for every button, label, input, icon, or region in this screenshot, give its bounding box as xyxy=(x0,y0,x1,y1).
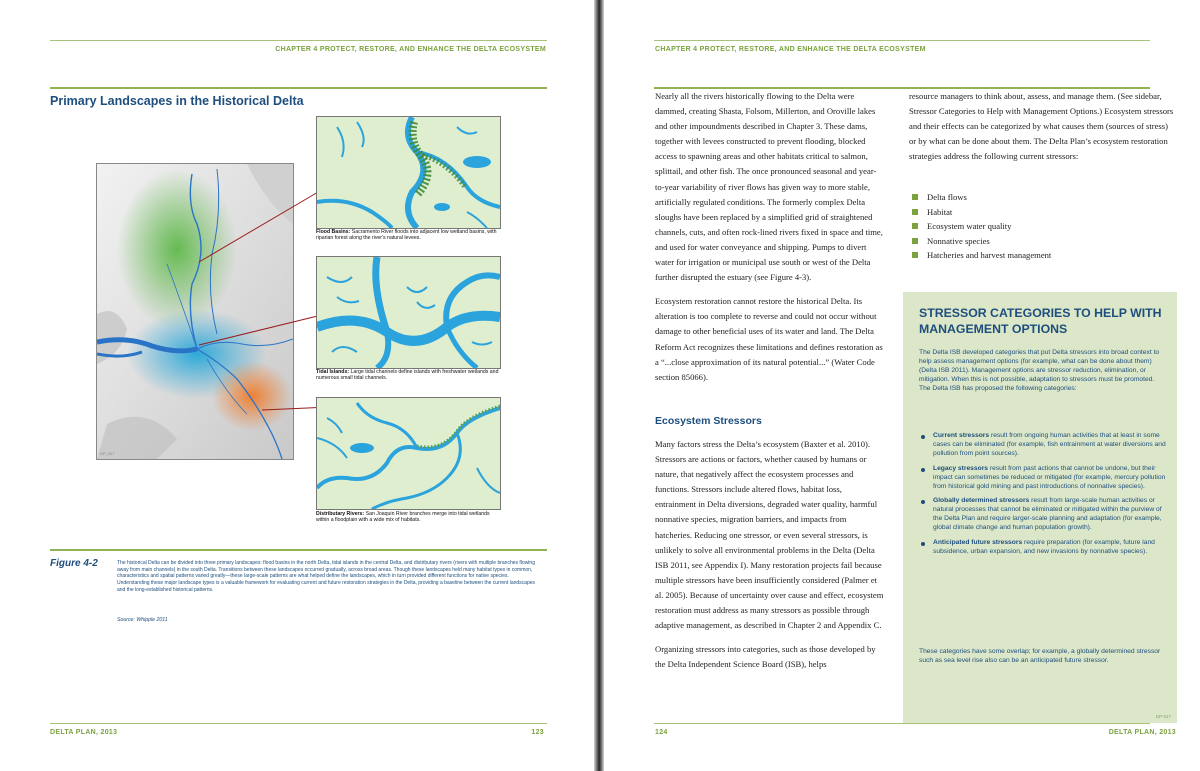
tidal-islands-panel xyxy=(316,256,501,369)
sidebar-id: DP-017 xyxy=(1155,714,1171,719)
list-item: Ecosystem water quality xyxy=(910,219,1051,234)
distributary-rivers-title: Distributary Rivers: xyxy=(316,511,365,517)
tidal-islands-title: Tidal Islands: xyxy=(316,369,350,375)
connector-lines xyxy=(0,0,594,771)
distributary-rivers-text: San Joaquin River branches merge into tidal wetlands within a floodplain with a wide mix of habitats. xyxy=(316,511,490,524)
section-heading: Ecosystem Stressors xyxy=(655,415,762,427)
running-head: CHAPTER 4 PROTECT, RESTORE, AND ENHANCE THE DELTA ECOSYSTEM xyxy=(275,46,546,53)
list-item xyxy=(919,432,1167,459)
body-column-right xyxy=(909,89,1177,173)
stressor-list xyxy=(910,190,1051,263)
term: Globally determined stressors xyxy=(933,497,1030,505)
list-item: Nonnative species xyxy=(910,234,1051,249)
figure-title: Primary Landscapes in the Historical Delta xyxy=(50,94,304,108)
body-column-left-2 xyxy=(655,437,884,681)
book-gutter xyxy=(594,0,604,771)
paragraph: Organizing stressors into categories, such as those developed by the Delta Independent Science Board (ISB), helps xyxy=(655,644,876,670)
map-id: DP_007 xyxy=(100,451,115,456)
body-column-left xyxy=(655,89,884,394)
page-number: 124 xyxy=(655,729,668,736)
sidebar-list xyxy=(919,432,1167,563)
footer-title: DELTA PLAN, 2013 xyxy=(1108,729,1176,736)
flood-basins-title: Flood Basins: xyxy=(316,229,351,235)
page-124 xyxy=(604,0,1200,771)
stressor-sidebar xyxy=(903,292,1177,723)
figure-source: Source: Whipple 2011 xyxy=(117,617,168,623)
list-item: Hatcheries and harvest management xyxy=(910,248,1051,263)
figure-caption: The historical Delta can be divided into three primary landscapes: flood basins in the north Delta, tidal islands in the central Delta, and distributary rivers (rivers with multiple branches flowing away from main channels) in the south Delta. Transitions between these landscapes occurred gradually, across broad areas. Though these landscapes held many habitat types in common, characteristics and spatial patterns varied greatly—these large-scale patterns are what helped define the landscapes, which in turn provided different functions for native species. Understanding these major landscape types is a valuable framework for evaluating current and future restoration strategies in the Delta, providing a baseline between the current landscapes and the long-established historical patterns. xyxy=(117,560,536,593)
sidebar-title: STRESSOR CATEGORIES TO HELP WITH MANAGEMENT OPTIONS xyxy=(919,306,1162,336)
page-number: 123 xyxy=(531,729,544,736)
definition: result from past actions that cannot be undone, but their impact can sometimes be reduced or mitigated (for example, mercury pollution from historical gold mining and past introductions of nonnative species). xyxy=(933,464,1166,490)
header-rule xyxy=(654,40,1150,41)
footer-rule xyxy=(654,723,1150,724)
flood-basins-caption xyxy=(316,229,502,242)
term: Anticipated future stressors xyxy=(933,539,1023,547)
list-item: Habitat xyxy=(910,205,1051,220)
paragraph: resource managers to think about, assess, and manage them. (See sidebar, Stressor Categories to Help with Management Options.) Ecosystem stressors and their effects can be categorized by what causes them (sources of stress) or by what can be done about them. The Delta Plan’s ecosystem restoration strategies address the following current stressors: xyxy=(909,91,1174,162)
list-item xyxy=(919,465,1167,492)
flood-basins-panel xyxy=(316,116,501,229)
page-123 xyxy=(0,0,594,771)
definition: result from large-scale human activities or natural processes that cannot be eliminated or mitigated within the purview of the Delta Plan and require larger-scale planning and adaptation (for example, global climate change and human population growth). xyxy=(933,497,1162,532)
flood-basins-text: Sacramento River floods into adjacent low wetland basins, with riparian forest along the river's natural levees. xyxy=(316,229,497,242)
running-head: CHAPTER 4 PROTECT, RESTORE, AND ENHANCE THE DELTA ECOSYSTEM xyxy=(655,46,926,53)
definition: result from ongoing human activities that at least in some cases can be eliminated (for example, fish entrainment at water diversions and pollution from point sources). xyxy=(933,432,1166,457)
list-item xyxy=(919,539,1167,557)
definition: require preparation (for example, future land subsidence, urban expansion, and new invasions by nonnative species). xyxy=(933,539,1155,555)
paragraph: Many factors stress the Delta’s ecosystem (Baxter et al. 2010). Stressors are actions or factors, whether caused by humans or nature, that negatively affect the ecosystem processes and functions. Stressors include altered flows, habitat loss, entrainment in Delta diversions, degraded water quality, harmful nonnative species, migration barriers, and impacts from hatcheries. Reducing one stressor, or even several stressors, is unlikely to solve all environmental problems in the Delta (Delta ISB 2011, see Appendix I). Many restoration projects fail because multiple stressors have been insufficiently considered (Palmer et al. 2005). Because of uncertainty over cause and effect, ecosystem restoration must address as many stressors as possible through adaptive management, as described in Chapter 2 and Appendix C. xyxy=(655,439,884,631)
figure-bottom-rule xyxy=(50,549,547,551)
footer-title: DELTA PLAN, 2013 xyxy=(50,729,118,736)
distributary-rivers-caption xyxy=(316,511,502,524)
list-item xyxy=(919,497,1167,533)
paragraph: Nearly all the rivers historically flowing to the Delta were dammed, creating Shasta, Folsom, Millerton, and Oroville lakes and other impoundments described in Chapter 3. These dams, together with levees constructed to prevent flooding, blocked access to spawning areas and other habitats critical to salmon, splittail, and other fish. The once pronounced seasonal and year-to-year variability of river flows has given way to more stable, artificially regulated conditions. The formerly complex Delta sloughs have been replaced by a simplified grid of straightened channels, cuts, and often rock-lined rivers fixed in space and time, and used for water conveyance and shipping. Pumps to divert water for irrigation or municipal use south or west of the Delta further disrupted the estuary (see Figure 4-3). xyxy=(655,91,883,283)
tidal-islands-caption xyxy=(316,369,502,382)
list-item: Delta flows xyxy=(910,190,1051,205)
figure-label: Figure 4-2 xyxy=(50,558,98,569)
paragraph: Ecosystem restoration cannot restore the historical Delta. Its alteration is too complete to reverse and could not occur without damage to other beneficial uses of its water and land. The Delta Reform Act recognizes these limitations and defines restoration as a “...close approximation of its natural potential...” (Water Code section 85066). xyxy=(655,296,883,382)
term: Legacy stressors xyxy=(933,464,989,472)
distributary-rivers-panel xyxy=(316,397,501,510)
footer-rule xyxy=(50,723,547,724)
sidebar-outro: These categories have some overlap; for example, a globally determined stressor such as sea level rise also can be an anticipated future stressor. xyxy=(919,648,1161,664)
term: Current stressors xyxy=(933,432,990,439)
tidal-islands-text: Large tidal channels define islands with freshwater wetlands and numerous small tidal channels. xyxy=(316,369,499,382)
sidebar-intro: The Delta ISB developed categories that put Delta stressors into broad context to help assess management options (for example, what can be done about them) (Delta ISB 2011). Management options are stressor reduction, elimination, or mitigation. When this is not possible, adaptation to stressors must be promoted. The Delta ISB has proposed the following categories: xyxy=(919,349,1160,392)
